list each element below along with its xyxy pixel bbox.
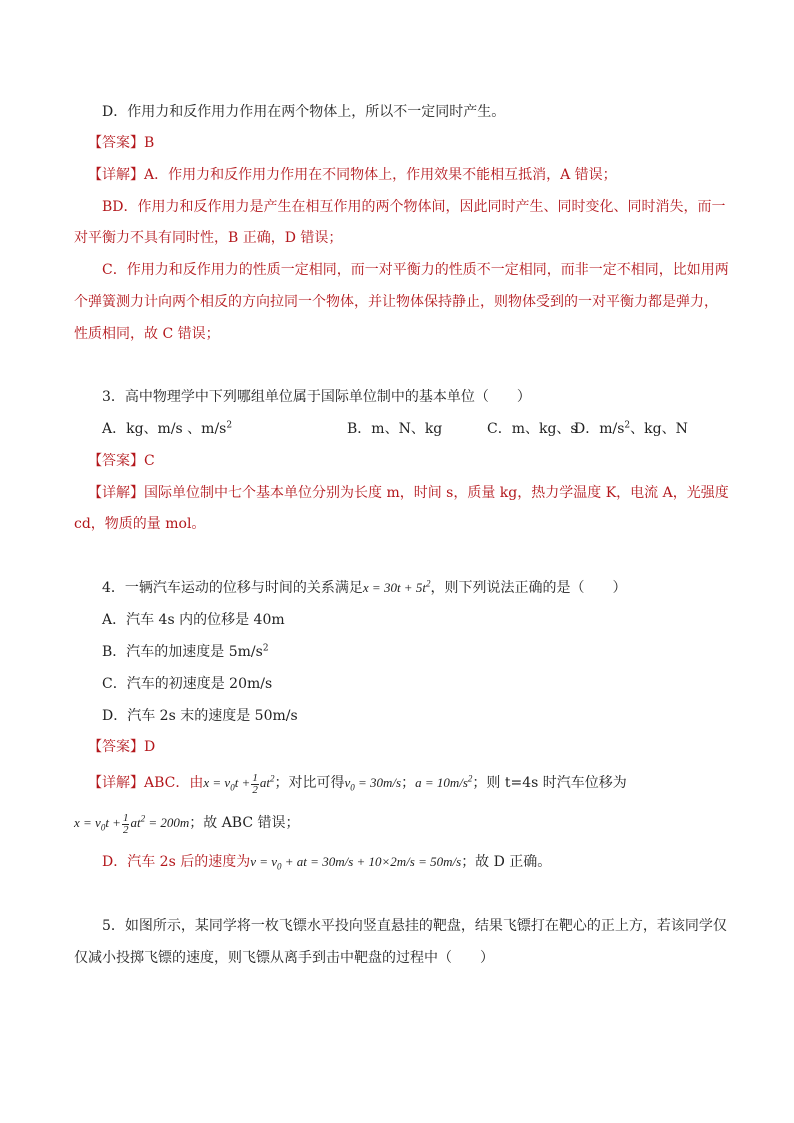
q4-option-d: D．汽车 2s 末的速度是 50m/s bbox=[102, 708, 298, 724]
q2-detail-bd-2: 对平衡力不具有同时性，B 正确，D 错误； bbox=[74, 230, 343, 246]
q4-option-a: A．汽车 4s 内的位移是 40m bbox=[102, 612, 285, 628]
q3-option-b: B．m、N、kg bbox=[347, 421, 443, 437]
q2-detail-c-2: 个弹簧测力计向两个相反的方向拉同一个物体，并让物体保持静止，则物体受到的一对平衡力都是弹力， bbox=[74, 294, 718, 310]
q4-stem: 4．一辆汽车运动的位移与时间的关系满足$x = 30t + 5t^2$，则下列说法正确的是（ ） bbox=[102, 578, 627, 596]
q4-detail-1: 【详解】ABC．由$x = v_0t$ + $\frac{1}{2}$ $at^2$；对比可得$v_0 = 30m/s$；$a = 10m/s^2$；则 t=4s 时汽车位移为 bbox=[88, 771, 627, 796]
q3-option-d: D．$m/s^2$、kg、N bbox=[574, 420, 688, 437]
q5-stem-2: 仅减小投掷飞镖的速度，则飞镖从离手到击中靶盘的过程中（ ） bbox=[74, 950, 494, 966]
q4-answer: 【答案】D bbox=[88, 739, 156, 755]
q4-detail-1-a: $a = 10m/s^2$ bbox=[415, 773, 473, 790]
q4-stem-formula: $x = 30t + 5t^2$ bbox=[362, 578, 431, 595]
q4-option-b: B．汽车的加速度是 $5m/s^2$ bbox=[102, 643, 269, 660]
q4-detail-3: D．汽车 2s 后的速度为$v = v_0$ + at = 30m/s + 10×2m/s = 50m/s；故 D 正确。 bbox=[102, 854, 552, 872]
q3-detail-1: 【详解】国际单位制中七个基本单位分别为长度 m，时间 s，质量 kg，热力学温度 K，电流 A，光强度 bbox=[88, 485, 729, 501]
q2-detail-a: 【详解】A．作用力和反作用力作用在不同物体上，作用效果不能相互抵消，A 错误； bbox=[88, 167, 617, 183]
q2-detail-c-3: 性质相同，故 C 错误； bbox=[74, 326, 220, 342]
q4-option-c: C．汽车的初速度是 20m/s bbox=[102, 676, 273, 692]
q2-answer: 【答案】B bbox=[88, 135, 155, 151]
q2-option-d: D．作用力和反作用力作用在两个物体上，所以不一定同时产生。 bbox=[102, 104, 506, 120]
q3-stem: 3．高中物理学中下列哪组单位属于国际单位制中的基本单位（ ） bbox=[102, 389, 531, 405]
q3-option-c: C．m、kg、s bbox=[487, 421, 578, 437]
q5-stem-1: 5．如图所示，某同学将一枚飞镖水平投向竖直悬挂的靶盘，结果飞镖打在靶心的正上方，若该同学仅 bbox=[102, 918, 727, 934]
q3-answer: 【答案】C bbox=[88, 453, 155, 469]
q3-detail-2: cd，物质的量 mol。 bbox=[74, 516, 206, 532]
q4-detail-3-formula: $v = v_0$ + at = 30m/s + 10×2m/s = 50m/s bbox=[250, 854, 462, 872]
q4-detail-2-formula: $x = v_0t$ + $\frac{1}{2}$ $at^2 = 200m$ bbox=[74, 811, 190, 836]
q2-detail-bd-1: BD．作用力和反作用力是产生在相互作用的两个物体间，因此同时产生、同时变化、同时消失，而一 bbox=[102, 199, 726, 215]
q3-option-a: A．kg、m/s 、$m/s^2$ bbox=[102, 420, 233, 437]
q4-detail-2: $x = v_0t$ + $\frac{1}{2}$ $at^2 = 200m$；故 ABC 错误； bbox=[74, 811, 300, 836]
q4-detail-1-formula: $x = v_0t$ + $\frac{1}{2}$ $at^2$ bbox=[203, 771, 275, 796]
q4-detail-1-v0: $v_0 = 30m/s$ bbox=[344, 775, 402, 793]
q2-detail-c-1: C．作用力和反作用力的性质一定相同，而一对平衡力的性质不一定相同，而非一定不相同，比如用两 bbox=[102, 262, 729, 278]
